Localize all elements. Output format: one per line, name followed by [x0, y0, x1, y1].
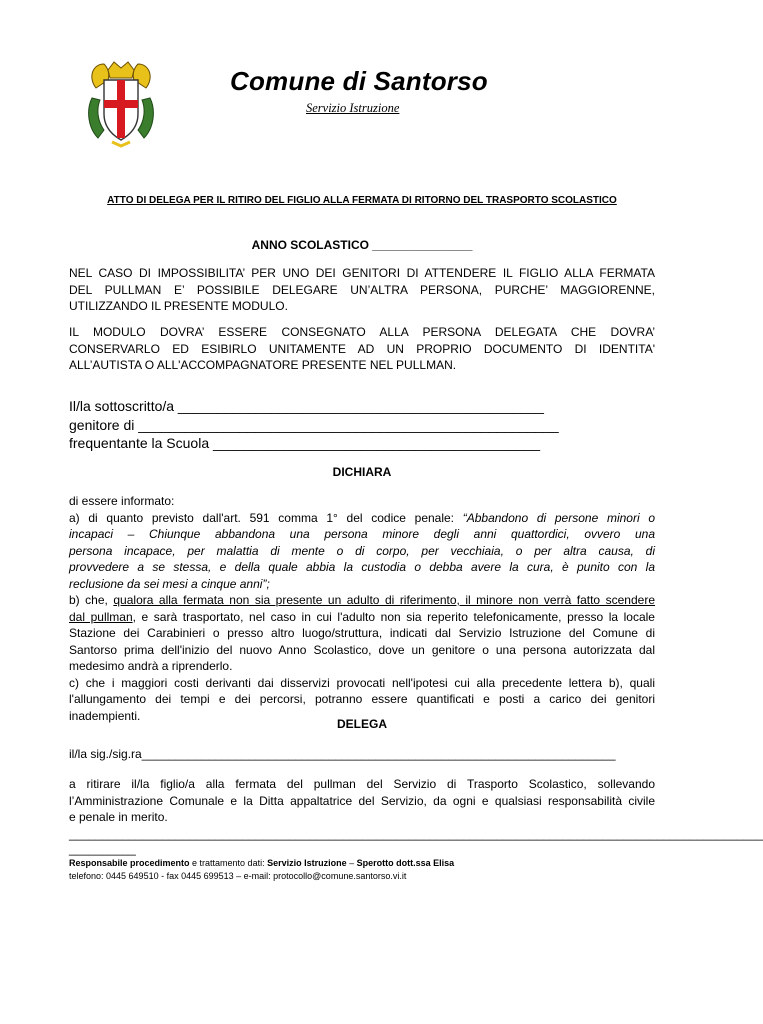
delega-line: a ritirare il/la figlio/a alla fermata del pullman del Servizio di Trasporto Scolastico, sollevando [69, 777, 655, 791]
footer-service: Servizio Istruzione [267, 858, 347, 868]
footer-contacts: telefono: 0445 649510 - fax 0445 699513 – e-mail: protocollo@comune.santorso.vi.it [69, 871, 407, 881]
intro-line: IL MODULO DOVRA’ ESSERE CONSEGNATO ALLA PERSONA DELEGATA CHE DOVRA’ [69, 325, 655, 339]
intro-line: DEL PULLMAN E’ POSSIBILE DELEGARE UN’ALTRA PERSONA, PURCHE’ MAGGIORENNE, [69, 282, 655, 297]
signer-field[interactable]: Il/la sottoscritto/a _______________________________________________ [69, 398, 544, 414]
parent-of-field[interactable]: genitore di ______________________________________________________ [69, 416, 559, 433]
delega-line: l’Amministrazione Comunale e la Ditta appaltatrice del Servizio, da ogni e qualsiasi responsabilità civile [69, 793, 655, 808]
declare-a-quote-line: reclusione da sei mesi a cinque anni”; [69, 576, 270, 591]
declare-b-lead: b) che, [69, 593, 114, 607]
footer-dash: – [346, 858, 357, 868]
declare-b-underlined: qualora alla fermata non sia presente un adulto di riferimento, il minore non verrà fatto scendere [113, 593, 655, 607]
declare-a-quote-line: persona incapace, per malattia di mente o di corpo, per vecchiaia, o per altra causa, di [69, 543, 655, 558]
declare-a-quote-line: provvedere a se stessa, e della quale abbia la custodia o debba avere la cura, è punito con la [69, 560, 655, 574]
footer-rule: ________________________________________________________________________________________________________ [69, 827, 763, 841]
delegate-field[interactable]: il/la sig./sig.ra_______________________________________________________________________ [69, 747, 616, 761]
declare-body [69, 493, 655, 724]
declare-heading: DICHIARA [332, 465, 392, 479]
footer-name: Sperotto dott.ssa Elisa [356, 858, 455, 868]
declare-c-line: l'allungamento dei tempi e dei percorsi, potranno essere quantificati e posti a carico dei genitori [69, 692, 655, 706]
intro-line: ALL’AUTISTA O ALL'ACCOMPAGNATORE PRESENTE NEL PULLMAN. [69, 358, 457, 372]
declare-intro: di essere informato: [69, 494, 175, 508]
declare-b-line [69, 592, 655, 609]
delega-text [69, 776, 655, 826]
footer-responsible [69, 857, 655, 870]
coat-of-arms-icon [86, 58, 156, 148]
school-year-field: ANNO SCOLASTICO _______________ [251, 238, 473, 252]
delega-heading: DELEGA [336, 717, 387, 731]
declare-b-line: Stazione dei Carabinieri o presso altro luogo/struttura, indicati dal Servizio Istruzione del Comune di [69, 626, 655, 640]
declare-b-line [69, 609, 655, 626]
deed-title: ATTO DI DELEGA PER IL RITIRO DEL FIGLIO ALLA FERMATA DI RITORNO DEL TRASPORTO SCOLASTICO [107, 195, 617, 206]
declare-c-line: c) che i maggiori costi derivanti dai disservizi provocati nell'ipotesi cui alla precedente lettera b), quali [69, 675, 655, 690]
page-subtitle: Servizio Istruzione [306, 101, 400, 115]
declare-c-line: inadempienti. [69, 708, 141, 723]
page-title: Comune di Santorso [230, 66, 488, 96]
declare-b-line: medesimo andrà a riprenderlo. [69, 659, 233, 673]
declare-a-quote-line: incapaci – Chiunque abbandona una persona minore degli anni quattordici, ovvero una [69, 527, 655, 541]
form-fields [69, 397, 655, 453]
intro-paragraph-2 [69, 324, 655, 374]
declare-a-quote: “Abbandono di persone minori o [462, 510, 656, 525]
intro-line: CONSERVARLO ED ESIBIRLO UNITAMENTE AD UN PROPRIO DOCUMENTO DI IDENTITA' [69, 341, 655, 356]
delega-line: e penale in merito. [69, 810, 168, 824]
declare-b-underlined: dal pullman [69, 609, 133, 624]
intro-line: UTILIZZANDO IL PRESENTE MODULO. [69, 299, 288, 313]
footer-rule-short: __________ [69, 842, 136, 856]
declare-a-line [69, 510, 655, 527]
declare-b-rest: , e sarà trasportato, nel caso in cui l'adulto non sia reperito telefonicamente, presso la locale [132, 609, 655, 624]
declare-b-line: Santorso prima dell'inizio del nuovo Anno Scolastico, dove un genitore o una persona autorizzata dal [69, 642, 655, 657]
school-field[interactable]: frequentante la Scuola __________________________________________ [69, 435, 541, 451]
intro-paragraph-1 [69, 265, 655, 315]
intro-line: NEL CASO DI IMPOSSIBILITA’ PER UNO DEI GENITORI DI ATTENDERE IL FIGLIO ALLA FERMATA [69, 266, 655, 280]
footer-resp-mid: e trattamento dati: [189, 858, 268, 868]
footer-resp-label: Responsabile procedimento [69, 858, 190, 868]
declare-a-lead: a) di quanto previsto dall'art. 591 comma 1° del codice penale: [69, 510, 463, 525]
